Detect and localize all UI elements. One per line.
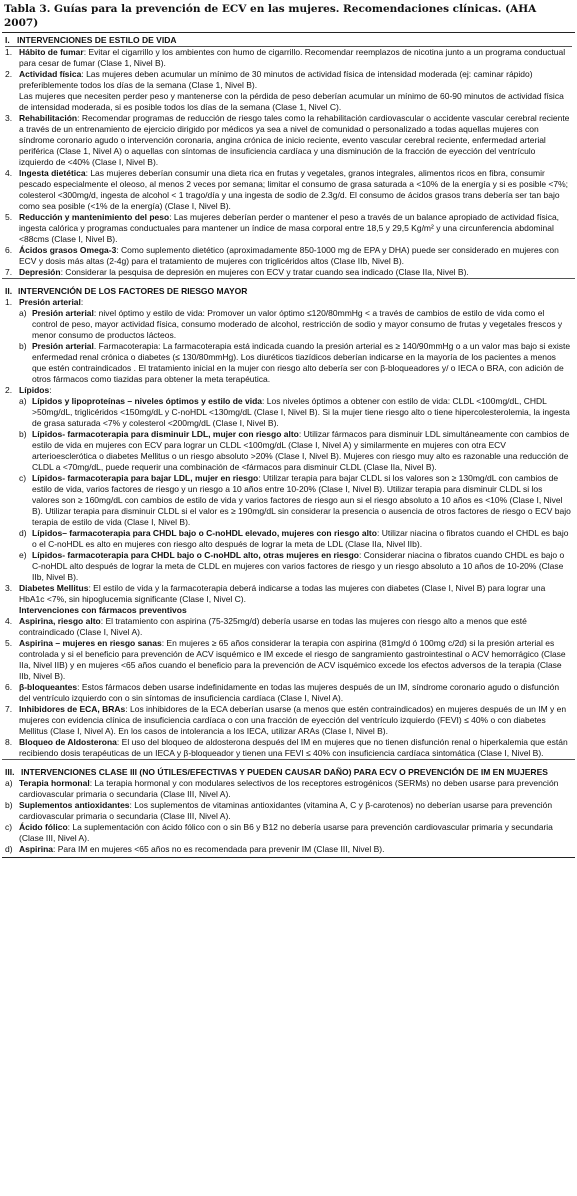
sub-item: c) Lípidos- farmacoterapia para bajar LDL, mujer en riesgo: Utilizar terapia para bajar CLDL si los valores son ≥ 130mg/dL con cambios de estilo de vida, varios factores de riesgo y un riesgo a 10 años entre 10-20% (Clase I, Nivel B). Utilizar terapia para disminuir CLDL si los valores son ≥ 160mg/dL con cambios de estilo de vida y varios factores de riesgo aun si el riesgo absoluto a 10 años es <10% (Clase I, Nivel B). Utilizar terapia para disminuir CLDL si el valor es ≥ 190mg/dL sin considerar la presencia o ausencia de otros factores de riesgo o ECV bajo terapia de estilo de vida (Clase I, Nivel B).: [19, 473, 571, 527]
bottom-rule: [2, 857, 575, 858]
section-class-iii: [2, 767, 575, 855]
sub-item: d) Lípidos– farmacoterapia para CHDL bajo o C-noHDL elevado, mujeres con riesgo alto: Utilizar niacina o fibratos cuando el CHDL es bajo o el C-noHDL es alto en mujeres con riesgo alto después de lograr la meta de LDL (Clase IIa, Nivel IIb).: [19, 528, 569, 549]
list-item: 4. Aspirina, riesgo alto: El tratamiento con aspirina (75-325mg/d) debería usarse en todas las mujeres con riesgo alto a menos que esté contraindicado (Clase I, Nivel A).: [5, 616, 527, 637]
subheading: Intervenciones con fármacos preventivos: [19, 605, 187, 615]
section-risk-factors: [2, 286, 575, 759]
list-item: 2. Actividad física: Las mujeres deben acumular un mínimo de 30 minutos de actividad física de intensidad moderada (ej: caminar rápido) preferiblemente todos los días de la semana (Clase 1, Nivel B). Las mujeres que necesiten perder peso y mantenerse con la pérdida de peso deberían acumular un mínimo de 60-90 minutos de actividad física de intensidad moderada, si es posible todos los días de la semana (Clase 1, Nivel C).: [5, 69, 564, 112]
list-item: 7. Inhibidores de ECA, BRAs: Los inhibidores de la ECA deberían usarse (a menos que estén contraindicados) en mujeres después de un IM y en mujeres con evidencia clínica de insuficiencia cardíaca o con una fracción de eyección del ventrículo izquierdo (FEVI) ≤ 40% o con diabetes Mellitus (Clase I, Nivel A). En los casos de intolerancia a los IECA, utilizar ARAs (Clase I, Nivel B).: [5, 704, 567, 736]
list-item: 6. Ácidos grasos Omega-3: Como suplemento dietético (aproximadamente 850-1000 mg de EPA y DHA) puede ser considerado en mujeres con ECV y dosis más altas (2-4g) para el tratamiento de mujeres con triglicéridos altos (Clase IIb, Nivel B).: [5, 245, 559, 266]
list-item: 2. Lípidos:: [5, 385, 52, 395]
list-item: c) Ácido fólico: La suplementación con ácido fólico con o sin B6 y B12 no debería usarse para prevención cardiovascular primaria y secundaria (Clase III, Nivel A).: [5, 822, 553, 843]
list-item: 3. Rehabilitación: Recomendar programas de reducción de riesgo tales como la rehabilitación cardiovascular o accidente vascular cerebral reciente a través de un entrenamiento de ejercicio dirigido por médicos ya sea a nivel de comunidad o personalizado a todas aquellas mujeres con síndrome coronario agudo o intervención coronaria, angina crónica de inicio reciente, evento vascular cerebral reciente, enfermedad arterial periférica (Clase 1, Nivel A) o aquellas con síntomas de insuficiencia cardíaca y una disminución de la fracción de eyección del ventrículo izquierdo de <40% (Clase I, Nivel B).: [5, 113, 570, 167]
sub-item: b) Presión arterial. Farmacoterapia: La farmacoterapia está indicada cuando la presión arterial es ≥ 140/90mmHg o a un valor mas bajo si existe enfermedad renal crónica o diabetes (≤ 130/80mmHg). Los diuréticos tiazídicos deberían indicarse en la mayoría de los pacientes a menos que estén contraindicados . El tratamiento inicial en la mujer con riesgo alto debería ser con β-bloqueadores y/ o IECA o BRA, con adición de otros fármacos como tiazidas para obtener la meta terapéutica.: [19, 341, 571, 384]
list-item: 7. Depresión: Considerar la pesquisa de depresión en mujeres con ECV y tratar cuando sea indicado (Clase IIa, Nivel B).: [5, 267, 469, 277]
sub-item: a) Lípidos y lipoproteínas – niveles óptimos y estilo de vida: Los niveles óptimos a obtener con estilo de vida: CLDL <100mg/dL, CHDL >50mg/dL, triglicéridos <150mg/dL y C-noHDL <130mg/dL (Clase I, Nivel B). Si la mujer tiene riesgo alto o tiene hipercolesterolemia, la ingesta de grasa saturada <7% y colesterol <200mg/dL (Clase I, Nivel B).: [19, 396, 570, 428]
sub-item: b) Lípidos- farmacoterapia para disminuir LDL, mujer con riesgo alto: Utilizar fármacos para disminuir LDL simultáneamente con cambios de estilo de vida en mujeres con ECV para lograr un CLDL <100mg/dL (Clase I, Nivel A) y similarmente en mujeres con otra ECV arterioesclerótica o diabetes Mellitus o un riesgo absoluto >20% (Clase I, Nivel B). Mujeres con riesgo muy alto es razonable una reducción de CLDL a <70mg/dL, puede requerir una combinación de <fármacos para disminuir CLDL (Clase IIa, Nivel B).: [19, 429, 570, 472]
title-rule: [2, 32, 575, 33]
list-item: 6. β-bloqueantes: Estos fármacos deben usarse indefinidamente en todas las mujeres después de un IM, síndrome coronario agudo o disfunción del ventrículo izquierdo con o sin síntomas de insuficiencia cardíaca (Clase I, Nivel A).: [5, 682, 560, 703]
list-item: d) Aspirina: Para IM en mujeres <65 años no es recomendada para prevenir IM (Clase III, Nivel B).: [5, 844, 385, 854]
list-item: 8. Bloqueo de Aldosterona: El uso del bloqueo de aldosterona después del IM en mujeres que no tienen disfunción renal o hiperkalemia que están recibiendo dosis terapéuticas de un IECA y β-bloqueador y tienen una FEVI ≤ 40% con insuficiencia cardíaca sintomática (Clase I, Nivel B).: [5, 737, 568, 758]
list-item: 1. Hábito de fumar: Evitar el cigarrillo y los ambientes con humo de cigarrillo. Recomendar reemplazos de nicotina junto a un programa conductual para cesar de fumar (Clase 1, Nivel B).: [5, 47, 566, 68]
section-heading: III. INTERVENCIONES CLASE III (NO ÚTILES/EFECTIVAS Y PUEDEN CAUSAR DAÑO) PARA ECV O PREVENCIÓN DE IM EN MUJERES: [5, 767, 548, 777]
list-item: 5. Aspirina – mujeres en riesgo sanas: En mujeres ≥ 65 años considerar la terapia con aspirina (81mg/d ó 100mg c/2d) si la presión arterial es controlada y si el beneficio para prevención de ACV isquémico e IM excede el riesgo de sangramiento gastrointestinal o ACV hemorrágico (Clase IIa, Nivel IIB) y en mujeres <65 años cuando el beneficio para la prevención de ACV isquémico excede los efectos adversos de la terapia (Clase IIb, Nivel B).: [5, 638, 566, 681]
document: [2, 2, 575, 860]
list-item: 1. Presión arterial:: [5, 297, 84, 307]
list-item: 3. Diabetes Mellitus: El estilo de vida y la farmacoterapia deberá indicarse a todas las mujeres con diabetes (Clase I, Nivel B) para lograr una HbA1c <7%, sin hipoglucemia significante (Clase I, Nivel C).: [5, 583, 546, 604]
section-lifestyle: [2, 35, 575, 278]
list-item: b) Suplementos antioxidantes: Los suplementos de vitaminas antioxidantes (vitamina A, C y β-carotenos) no deberían usarse para prevención cardiovascular primaria o secundaria (Clase III, Nivel A).: [5, 800, 553, 821]
section-heading: II. INTERVENCIÓN DE LOS FACTORES DE RIESGO MAYOR: [5, 286, 248, 296]
table-title: Tabla 3. Guías para la prevención de ECV en las mujeres. Recomendaciones clínicas. (AHA 2007): [4, 3, 537, 29]
list-item: 5. Reducción y mantenimiento del peso: Las mujeres deberían perder o mantener el peso a través de un balance apropiado de actividad física, ingesta calórica y programas conductuales para mantener un índice de masa corporal entre 18,5 y 29,5 Kg/m² y una circunferencia abdominal <88cms (Clase I, Nivel B).: [5, 212, 560, 244]
section-heading: I. INTERVENCIONES DE ESTILO DE VIDA: [5, 35, 177, 45]
sub-item: e) Lípidos- farmacoterapia para CHDL bajo o C-noHDL alto, otras mujeres en riesgo: Considerar niacina o fibratos cuando CHDL es bajo o C-noHDL alto después de lograr la meta de CLDL en mujeres con varios factores de riesgo y un riesgo absoluto a 10 años de 10-20% (Clase IIb, Nivel B).: [19, 550, 565, 582]
list-item: 4. Ingesta dietética: Las mujeres deberían consumir una dieta rica en frutas y vegetales, granos integrales, alimentos ricos en fibra, consumir pescado especialmente el oleoso, al menos 2 veces por semana; limitar el consumo de grasa saturada a <10% de la energía y si es posible <7%; colesterol <300mg/d, ingesta de alcohol < 1 trago/día y una ingesta de sodio de 2.3g/d. El consumo de ácidos grasos trans debería ser tan bajo como sea posible (<1% de la energía) (Clase I, Nivel B).: [5, 168, 569, 211]
list-item: a) Terapia hormonal: La terapia hormonal y con modulares selectivos de los receptores estrogénicos (SERMs) no deben usarse para prevención cardiovascular primaria o secundaria (Clase III, Nivel A).: [5, 778, 559, 799]
sub-item: a) Presión arterial: nivel óptimo y estilo de vida: Promover un valor óptimo ≤120/80mmHg < a través de cambios de estilo de vida como el control de peso, mayor actividad física, consumo moderado de alcohol, restricción de sodio y mayor consumo de frutas y vegetales frescos y menor consumo de productos lácteos.: [19, 308, 563, 340]
